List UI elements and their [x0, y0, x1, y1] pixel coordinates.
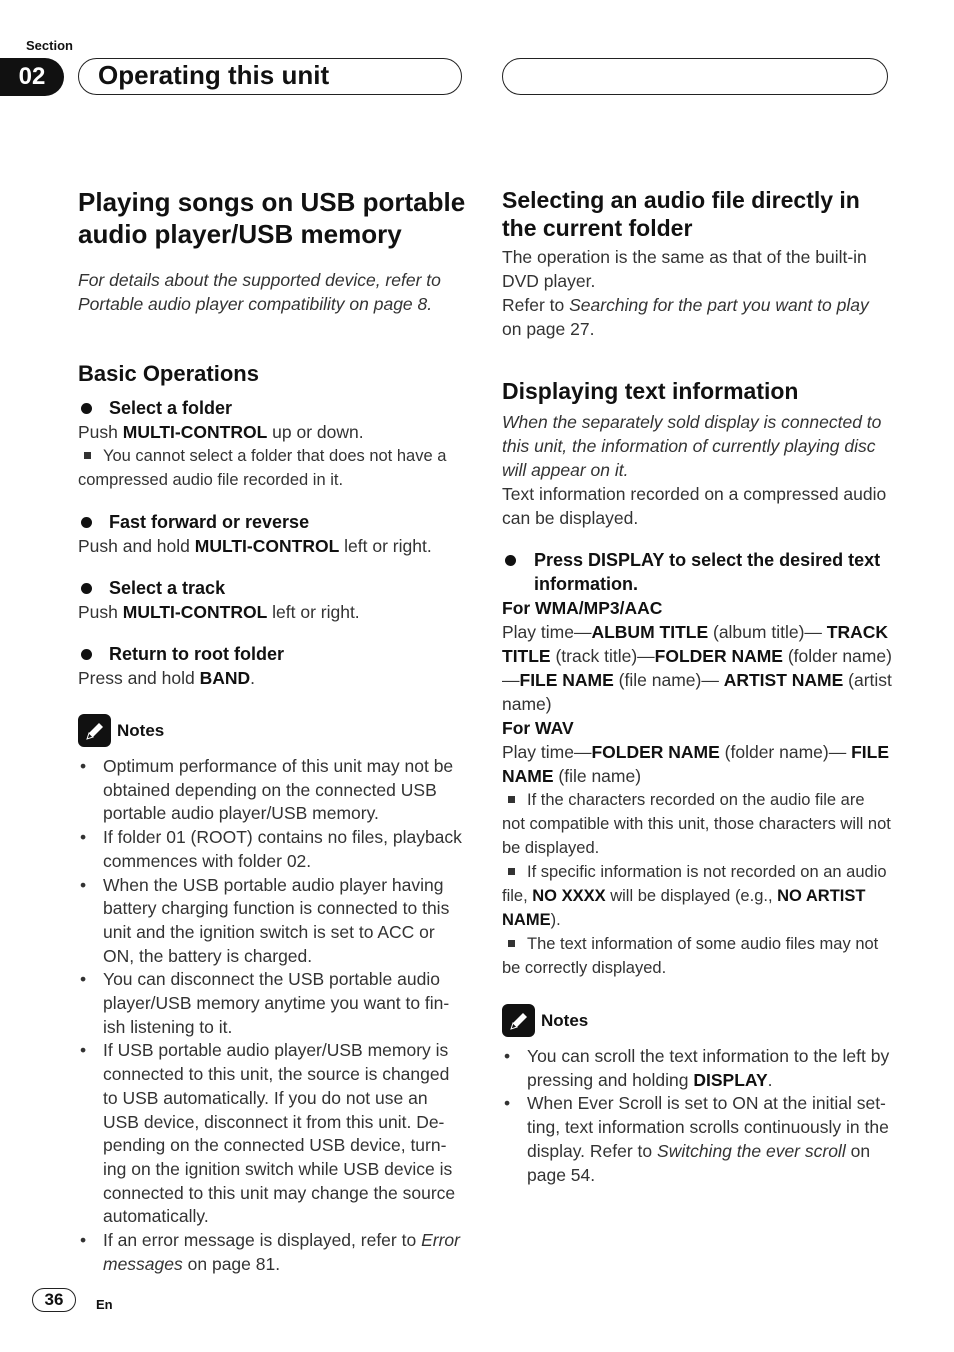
notes-header: Notes	[502, 1004, 892, 1037]
language-label: En	[96, 1297, 113, 1312]
header-empty-tab	[502, 58, 888, 95]
display-text: Text information recorded on a compressed audio can be displayed.	[502, 484, 887, 528]
ever-scroll-link[interactable]: Switching the ever scroll	[657, 1140, 846, 1161]
op-select-folder: Select a folder Push MULTI-CONTROL up or down. You cannot select a folder that does not have a compressed audio file recorded in it.	[78, 396, 468, 492]
for-wma-heading: For WMA/MP3/AAC	[502, 598, 663, 618]
error-messages-link[interactable]: Error messages	[103, 1230, 460, 1274]
page-title: Playing songs on USB portable audio player/USB memory	[78, 187, 466, 249]
right-column	[502, 186, 892, 1187]
select-heading: Selecting an audio file directly in the current folder	[502, 187, 860, 241]
notes-header: Notes	[78, 714, 468, 747]
press-display-bullet: Press DISPLAY to select the desired text information.	[502, 548, 892, 596]
page-number: 36	[32, 1288, 76, 1312]
select-text: The operation is the same as that of the built-in DVD player.	[502, 247, 867, 291]
op-note: You cannot select a folder that does not have a compressed audio file recorded in it.	[78, 447, 447, 489]
notes-list	[78, 755, 468, 1276]
pencil-icon	[502, 1004, 535, 1037]
sq-note: If the characters recorded on the audio file are not compatible with this unit, those characters will not be displayed.	[502, 791, 891, 857]
display-heading: Displaying text information	[502, 378, 799, 404]
section-label: Section	[26, 38, 73, 53]
section-title: Operating this unit	[98, 60, 330, 90]
op-title: Return to root folder	[78, 642, 468, 666]
left-column	[78, 186, 468, 1276]
list-item: • When Ever Scroll is set to ON at the initial set-ting, text information scrolls continuously in the display. Refer to Switching the ever scroll on page 54.	[502, 1092, 892, 1187]
basic-operations-heading: Basic Operations	[78, 361, 259, 386]
square-bullet-icon	[508, 868, 515, 875]
pencil-icon	[78, 714, 111, 747]
select-ref: Refer to Searching for the part you want to play on page 27.	[502, 295, 869, 339]
op-fast-forward: Fast forward or reverse Push and hold MULTI-CONTROL left or right.	[78, 510, 468, 558]
wav-sequence: Play time—FOLDER NAME (folder name)— FILE NAME (file name)	[502, 742, 890, 786]
intro-paragraph: For details about the supported device, refer to Portable audio player compatibility on page 8.	[78, 270, 441, 314]
op-title: Select a track	[78, 576, 468, 600]
square-bullet-icon	[84, 452, 91, 459]
list-item: • When the USB portable audio player having battery charging function is connected to this unit and the ignition switch is set to ACC or ON, the battery is charged.	[78, 874, 468, 969]
list-item: • If an error message is displayed, refer to Error messages on page 81.	[78, 1229, 468, 1276]
op-title: Fast forward or reverse	[78, 510, 468, 534]
sq-note: If specific information is not recorded on an audio file, NO XXXX will be displayed (e.g., NO ARTIST NAME).	[502, 863, 887, 929]
for-wav-heading: For WAV	[502, 718, 574, 738]
compatibility-link[interactable]: Portable audio player compatibility	[78, 294, 345, 314]
display-intro: When the separately sold display is connected to this unit, the information of currently playing disc will appear on it.	[502, 412, 882, 480]
list-item: • If folder 01 (ROOT) contains no files, playback commences with folder 02.	[78, 826, 468, 873]
list-item: • You can disconnect the USB portable audio player/USB memory anytime you want to fin-ish listening to it.	[78, 968, 468, 1039]
square-bullet-icon	[508, 796, 515, 803]
section-number-badge: 02	[0, 58, 64, 96]
searching-link[interactable]: Searching for the part you want to play	[569, 295, 869, 315]
notes-list	[502, 1045, 892, 1187]
list-item: • Optimum performance of this unit may not be obtained depending on the connected USB portable audio player/USB memory.	[78, 755, 468, 826]
wma-sequence: Play time—ALBUM TITLE (album title)— TRACK TITLE (track title)—FOLDER NAME (folder name)—FILE NAME (file name)— ARTIST NAME (artist name)	[502, 622, 892, 714]
square-bullet-icon	[508, 940, 515, 947]
op-select-track: Select a track Push MULTI-CONTROL left or right.	[78, 576, 468, 624]
list-item: • If USB portable audio player/USB memory is connected to this unit, the source is changed to USB automatically. If you do not use an USB device, disconnect it from this unit. De-pending on the connected USB device, turn-ing on the ignition switch while USB device is connected to this unit may change the source automatically.	[78, 1039, 468, 1229]
list-item: • You can scroll the text information to the left by pressing and holding DISPLAY.	[502, 1045, 892, 1092]
sq-note: The text information of some audio files may not be correctly displayed.	[502, 935, 879, 977]
op-title: Select a folder	[78, 396, 468, 420]
op-root-folder: Return to root folder Press and hold BAND.	[78, 642, 468, 690]
